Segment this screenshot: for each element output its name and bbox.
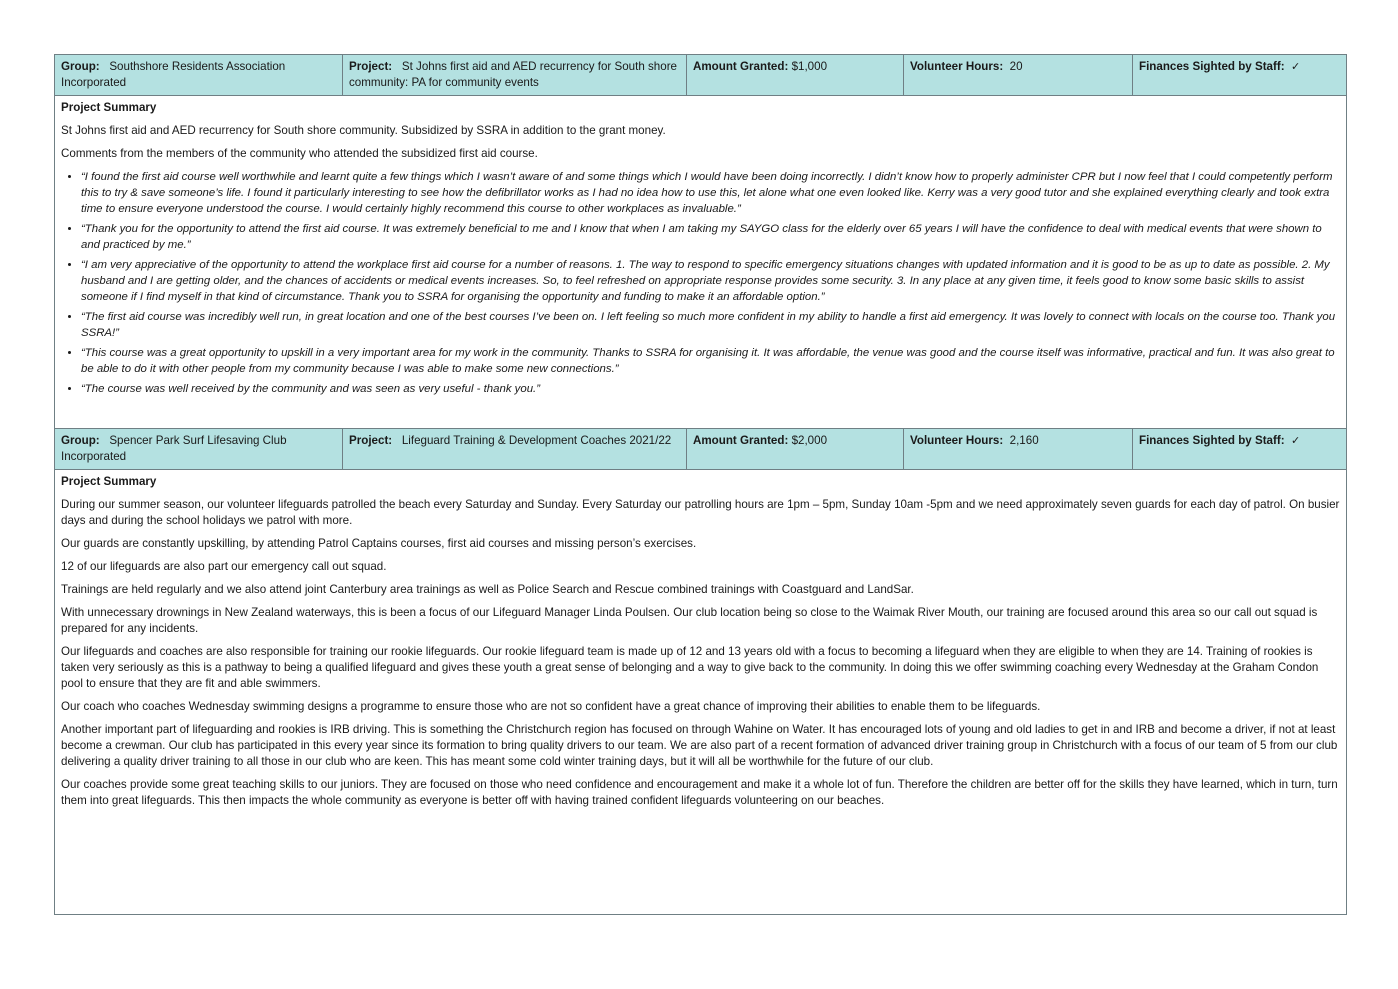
amount-cell bbox=[687, 429, 904, 470]
hours-label: Volunteer Hours: bbox=[910, 434, 1004, 447]
amount-label: Amount Granted: bbox=[693, 60, 789, 73]
entry-header-row bbox=[55, 55, 1347, 96]
summary-paragraph: Our lifeguards and coaches are also responsible for training our rookie lifeguards. Our rookie lifeguard team is made up of 12 and 13 years old with a focus to becoming a lifeguard when they are eligible to when they are 14. Training of rookies is taken very seriously as this is a pathway to being a qualified lifeguard and gives these youth a great sense of belonging and a way to give back to the community. In doing this we offer swimming coaching every Wednesday at the Graham Condon pool to ensure that they are fit and able swimmers. bbox=[61, 645, 1319, 690]
amount-cell bbox=[687, 55, 904, 96]
quote-item: • “The first aid course was incredibly well run, in great location and one of the best courses I’ve been on. I left feeling so much more confident in my ability to handle a first aid emergency. It was lovely to connect with locals on the course too. Thank you SSRA!” bbox=[81, 309, 1340, 341]
project-value: Lifeguard Training & Development Coaches 2021/22 bbox=[401, 434, 672, 447]
group-value: Spencer Park Surf Lifesaving Club Incorporated bbox=[61, 434, 287, 463]
summary-paragraph: Our guards are constantly upskilling, by attending Patrol Captains courses, first aid courses and missing person’s exercises. bbox=[61, 537, 697, 550]
group-cell bbox=[55, 429, 343, 470]
quote-item: • “Thank you for the opportunity to attend the first aid course. It was extremely beneficial to me and I know that when I am taking my SAYGO class for the elderly over 65 years I will have the confidence to deal with medical events that were shown to and practiced by me.” bbox=[81, 221, 1340, 253]
checkmark-icon: ✓ bbox=[1291, 434, 1301, 447]
summary-title: Project Summary bbox=[61, 475, 157, 488]
amount-value: $2,000 bbox=[791, 434, 828, 447]
project-label: Project: bbox=[349, 434, 393, 447]
quote-item: • “I found the first aid course well worthwhile and learnt quite a few things which I wasn’t aware of and some things which I would have been doing incorrectly. I didn’t know how to properly administer CPR but I now feel that I could competently perform this to try & save someone’s life. I found it particularly interesting to see how the defibrillator works as I had no idea how to use this, let alone what one even looked like. Kerry was a very good tutor and she explained everything clearly and took extra time to ensure everyone understood the course. I would certainly highly recommend this course to other workplaces as invaluable.” bbox=[81, 169, 1340, 217]
entry-summary-row bbox=[55, 470, 1347, 915]
finances-label: Finances Sighted by Staff: bbox=[1139, 434, 1285, 447]
checkmark-icon: ✓ bbox=[1291, 60, 1301, 73]
project-value: St Johns first aid and AED recurrency for South shore community: PA for community events bbox=[349, 60, 678, 89]
grant-table bbox=[54, 54, 1347, 915]
summary-paragraph: With unnecessary drownings in New Zealand waterways, this is been a focus of our Lifeguard Manager Linda Poulsen. Our club location being so close to the Waimak River Mouth, our training are focused around this area so our call out squad is prepared for any incidents. bbox=[61, 606, 1318, 635]
summary-cell bbox=[55, 470, 1347, 915]
summary-paragraph: Trainings are held regularly and we also attend joint Canterbury area trainings as well as Police Search and Rescue combined trainings with Coastguard and LandSar. bbox=[61, 583, 914, 596]
finances-cell bbox=[1133, 429, 1347, 470]
project-label: Project: bbox=[349, 60, 393, 73]
summary-paragraph: Our coach who coaches Wednesday swimming designs a programme to ensure those who are not so confident have a great chance of improving their abilities to enable them to be lifeguards. bbox=[61, 700, 1041, 713]
group-label: Group: bbox=[61, 60, 100, 73]
summary-paragraph: St Johns first aid and AED recurrency for South shore community. Subsidized by SSRA in addition to the grant money. bbox=[61, 124, 666, 137]
summary-paragraph: Our coaches provide some great teaching skills to our juniors. They are focused on those who need confidence and encouragement and make it a whole lot of fun. Therefore the children are better off for the skills they have learned, which in turn, turn them into great lifeguards. This then impacts the whole community as everyone is better off with having trained confident lifeguards volunteering on our beaches. bbox=[61, 778, 1338, 807]
finances-label: Finances Sighted by Staff: bbox=[1139, 60, 1285, 73]
group-value: Southshore Residents Association Incorporated bbox=[61, 60, 286, 89]
entry-header-row bbox=[55, 429, 1347, 470]
group-label: Group: bbox=[61, 434, 100, 447]
summary-paragraph: Comments from the members of the community who attended the subsidized first aid course. bbox=[61, 147, 538, 160]
summary-paragraph: Another important part of lifeguarding and rookies is IRB driving. This is something the Christchurch region has focused on through Wahine on Water. It has encouraged lots of young and old ladies to get in and IRB and become a driver, if not at least become a crewman. Our club has participated in this every year since its formation to bring quality drivers to our team. We are also part of a recent formation of advanced driver training group in Christchurch with a focus of our team of 5 from our club delivering a quality driver training to all those in our club who are keen. This has meant some cold winter training days, but it will all be worthwhile for the future of our club. bbox=[61, 723, 1338, 768]
quote-list bbox=[61, 169, 1340, 397]
summary-paragraph: During our summer season, our volunteer lifeguards patrolled the beach every Saturday and Sunday. Every Saturday our patrolling hours are 1pm – 5pm, Sunday 10am -5pm and we need approximately seven guards for each day of patrol. On busier days and during the school holidays we patrol with more. bbox=[61, 498, 1340, 527]
finances-cell bbox=[1133, 55, 1347, 96]
hours-value: 2,160 bbox=[1009, 434, 1039, 447]
hours-cell bbox=[904, 429, 1133, 470]
summary-title: Project Summary bbox=[61, 101, 157, 114]
summary-paragraph: 12 of our lifeguards are also part our emergency call out squad. bbox=[61, 560, 387, 573]
project-cell bbox=[343, 429, 687, 470]
quote-item: • “This course was a great opportunity to upskill in a very important area for my work in the community. Thanks to SSRA for organising it. It was affordable, the venue was good and the course itself was informative, practical and fun. It was also great to be able to do it with other people from my community because I was able to make some new connections.” bbox=[81, 345, 1340, 377]
hours-cell bbox=[904, 55, 1133, 96]
hours-value: 20 bbox=[1009, 60, 1023, 73]
grant-report bbox=[54, 54, 1346, 915]
hours-label: Volunteer Hours: bbox=[910, 60, 1004, 73]
amount-label: Amount Granted: bbox=[693, 434, 789, 447]
amount-value: $1,000 bbox=[791, 60, 828, 73]
entry-summary-row bbox=[55, 96, 1347, 429]
summary-cell bbox=[55, 96, 1347, 429]
group-cell bbox=[55, 55, 343, 96]
quote-item: • “I am very appreciative of the opportunity to attend the workplace first aid course for a number of reasons. 1. The way to respond to specific emergency situations changes with updated information and it is good to be as up to date as possible. 2. My husband and I are getting older, and the chances of accidents or medical events increases. So, to feel refreshed on appropriate response provides some security. 3. In any place at any given time, it feels good to know some basic skills to assist someone if I find myself in that kind of circumstance. Thank you to SSRA for organising the opportunity and funding to make it an affordable option.” bbox=[81, 257, 1340, 305]
quote-item: • “The course was well received by the community and was seen as very useful - thank you.” bbox=[81, 381, 1340, 397]
project-cell bbox=[343, 55, 687, 96]
